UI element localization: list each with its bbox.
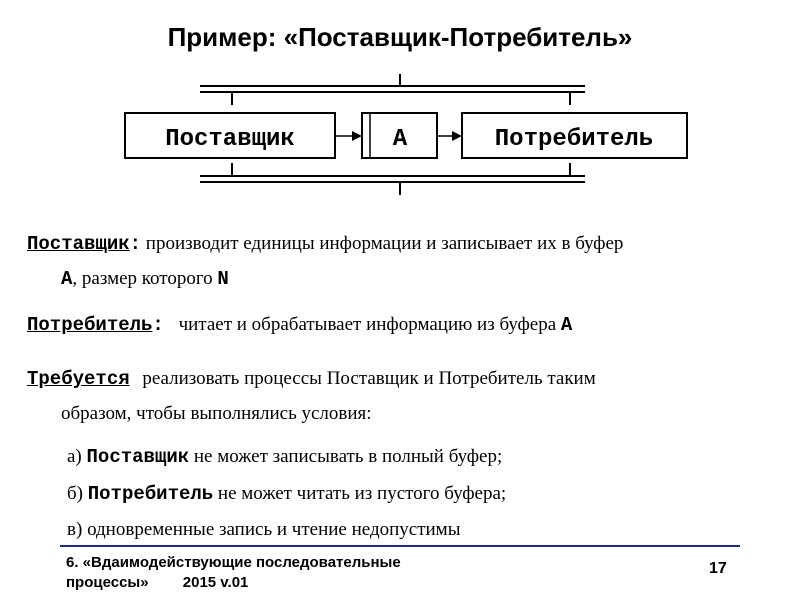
condition-item <box>67 446 502 468</box>
supplier-colon: : <box>129 233 142 255</box>
requirement-paragraph <box>27 368 596 390</box>
buffer-label: A <box>392 126 408 153</box>
supplier-text-2: , размер которого <box>72 268 213 289</box>
condition-term: Потребитель <box>87 483 214 505</box>
footer-divider <box>60 545 740 547</box>
requirement-paragraph-line2 <box>61 403 372 425</box>
requirement-text-2: образом, чтобы выполнялись условия: <box>61 403 372 424</box>
footer-version: 2015 v.01 <box>182 574 249 591</box>
condition-prefix: а) <box>67 446 82 467</box>
supplier-buffer-name: A <box>61 268 73 290</box>
condition-text: не может читать из пустого буфера; <box>217 483 507 504</box>
requirement-term: Требуется <box>27 368 130 390</box>
producer-consumer-diagram <box>0 0 800 215</box>
supplier-term: Поставщик <box>27 233 130 255</box>
consumer-text: читает и обрабатывает информацию из буфера <box>178 314 557 335</box>
condition-text: одновременные запись и чтение недопустимы <box>87 519 461 540</box>
condition-item <box>67 519 460 541</box>
condition-item <box>67 483 506 505</box>
consumer-colon: : <box>152 314 164 336</box>
condition-prefix: б) <box>67 483 83 504</box>
consumer-paragraph <box>27 314 572 336</box>
footer-course-title: 6. «Вдаимодействующие последовательные процессы» <box>66 554 401 591</box>
supplier-size-name: N <box>217 268 229 290</box>
requirement-text-1: реализовать процессы Поставщик и Потребитель таким <box>142 368 596 389</box>
consumer-label: Потребитель <box>494 126 654 153</box>
condition-text: не может записывать в полный буфер; <box>193 446 503 467</box>
condition-prefix: в) <box>67 519 83 540</box>
condition-term: Поставщик <box>86 446 190 468</box>
supplier-label: Поставщик <box>165 126 295 153</box>
consumer-buffer-name: A <box>560 314 573 336</box>
supplier-paragraph <box>27 233 623 255</box>
page-number: 17 <box>709 560 727 577</box>
slide-title: Пример: «Поставщик-Потребитель» <box>167 22 633 52</box>
supplier-paragraph-line2 <box>61 268 229 290</box>
footer-course <box>66 553 486 593</box>
supplier-text-1: производит единицы информации и записывает их в буфер <box>145 233 624 254</box>
consumer-term: Потребитель <box>27 314 153 336</box>
